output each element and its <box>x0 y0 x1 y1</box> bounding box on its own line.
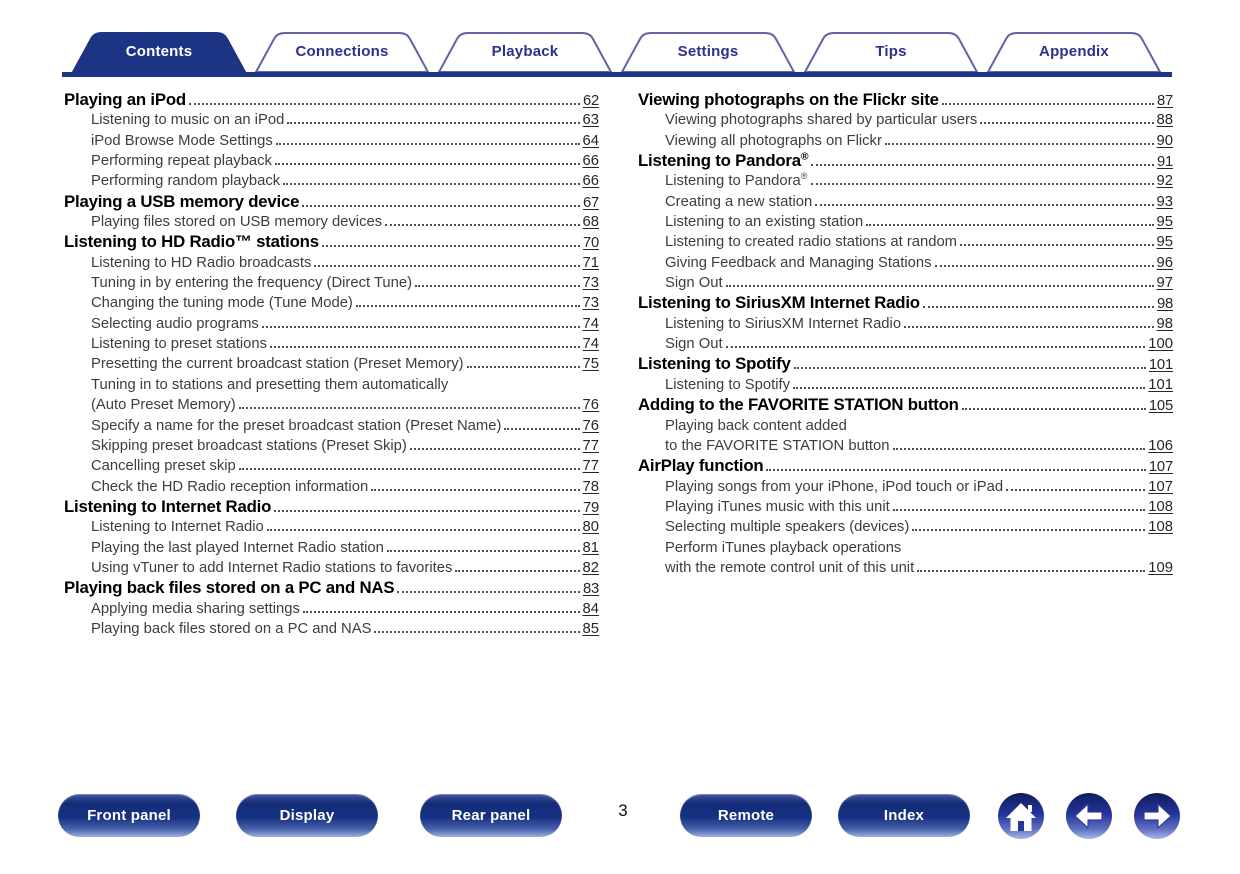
toc-entry <box>64 151 599 171</box>
toc-entry <box>638 192 1173 212</box>
toc-entry-label: Selecting multiple speakers (devices) <box>665 519 910 536</box>
home-button[interactable] <box>998 793 1044 839</box>
dotted-leader <box>726 346 1146 348</box>
toc-entry <box>64 517 599 537</box>
button-label: Display <box>279 807 335 824</box>
toc-entry-label: Viewing photographs on the Flickr site <box>638 90 939 109</box>
dotted-leader <box>885 143 1154 145</box>
toc-entry-label: Listening to Internet Radio <box>64 496 272 516</box>
toc-entry <box>64 558 599 578</box>
page-link[interactable]: 75 <box>582 356 599 373</box>
page-link[interactable]: 62 <box>582 93 599 109</box>
rear-panel-button[interactable] <box>420 794 562 837</box>
page-link[interactable]: 85 <box>582 620 599 637</box>
toc-entry-label: to the FAVORITE STATION button <box>665 437 890 454</box>
dotted-leader <box>385 224 579 226</box>
tab-bar <box>0 32 1240 77</box>
toc-entry <box>64 619 599 639</box>
toc-entry-label: Playing iTunes music with this unit <box>665 498 890 515</box>
page-link[interactable]: 88 <box>1156 112 1173 129</box>
toc-heading <box>64 192 599 212</box>
page-link[interactable]: 74 <box>582 315 599 332</box>
page-link[interactable]: 96 <box>1156 254 1173 271</box>
registered-mark: ® <box>800 171 808 182</box>
toc-entry <box>64 110 599 130</box>
page-link[interactable]: 66 <box>582 153 599 170</box>
toc-heading <box>638 456 1173 476</box>
tab-label: Settings <box>677 42 739 60</box>
page-link[interactable]: 81 <box>582 539 599 556</box>
toc-entry <box>64 395 599 415</box>
page-link[interactable]: 70 <box>582 235 599 252</box>
toc-entry-label: Selecting audio programs <box>91 315 259 332</box>
page-link[interactable]: 93 <box>1156 193 1173 210</box>
toc-entry-label: Playing a USB memory device <box>64 191 300 211</box>
dotted-leader <box>302 205 580 207</box>
dotted-leader <box>397 591 580 593</box>
dotted-leader <box>410 448 580 450</box>
toc-entry-label: Perform iTunes playback operations <box>665 539 902 556</box>
dotted-leader <box>287 122 579 124</box>
page-link[interactable]: 98 <box>1156 315 1173 332</box>
toc-entry-label: Presetting the current broadcast station (Preset Memory) <box>91 356 464 373</box>
toc-entry-label: Using vTuner to add Internet Radio stations to favorites <box>91 559 453 576</box>
page-link[interactable]: 83 <box>582 581 599 598</box>
dotted-leader <box>239 407 580 409</box>
toc-entry-label: Listening to Pandora® <box>638 151 809 171</box>
toc-entry-label: Listening to HD Radio broadcasts <box>91 254 312 271</box>
dotted-leader <box>917 570 1145 572</box>
footer-nav <box>0 793 1240 841</box>
page-link[interactable]: 74 <box>582 336 599 353</box>
tab-playback[interactable] <box>437 32 613 72</box>
tab-contents[interactable] <box>71 32 247 72</box>
page-link[interactable]: 109 <box>1148 559 1173 576</box>
tab-label: Tips <box>875 42 907 60</box>
toc-heading <box>638 90 1173 110</box>
toc-entry-label: Check the HD Radio reception information <box>91 478 369 495</box>
toc-entry-label: Listening to HD Radio™ stations <box>64 232 319 252</box>
toc-entry-label: Listening to Spotify <box>638 354 791 374</box>
dotted-leader <box>374 631 579 633</box>
dotted-leader <box>283 183 579 185</box>
dotted-leader <box>387 550 580 552</box>
page-link[interactable]: 67 <box>582 194 599 211</box>
button-label: Front panel <box>87 807 171 824</box>
toc-entry <box>638 232 1173 252</box>
toc-entry <box>638 334 1173 354</box>
dotted-leader <box>267 529 580 531</box>
toc-heading <box>64 497 599 517</box>
toc-heading <box>64 90 599 110</box>
toc-entry <box>638 477 1173 497</box>
dotted-leader <box>815 204 1153 206</box>
page-link[interactable]: 82 <box>582 559 599 576</box>
toc-entry <box>638 436 1173 456</box>
dotted-leader <box>314 265 579 267</box>
toc-entry <box>638 517 1173 537</box>
toc-column-left <box>64 90 599 639</box>
dotted-leader <box>504 428 579 430</box>
toc-entry-label: Listening to created radio stations at random <box>665 234 958 251</box>
toc-entry-label: Listening to SiriusXM Internet Radio <box>665 315 902 332</box>
page-link[interactable]: 92 <box>1156 173 1173 190</box>
toc-entry-label: Performing random playback <box>91 173 281 190</box>
dotted-leader <box>303 611 580 613</box>
toc-entry <box>64 538 599 558</box>
toc-heading <box>64 232 599 252</box>
page-link[interactable]: 64 <box>582 132 599 149</box>
toc-entry <box>64 354 599 374</box>
dotted-leader <box>1006 489 1145 491</box>
toc-entry-label: Adding to the FAVORITE STATION button <box>638 395 959 415</box>
tab-tips[interactable] <box>803 32 979 72</box>
tab-settings[interactable] <box>620 32 796 72</box>
toc-entry <box>64 436 599 456</box>
dotted-leader <box>467 366 580 368</box>
toc-entry <box>64 314 599 334</box>
table-of-contents <box>64 90 1173 639</box>
remote-button[interactable] <box>680 794 812 837</box>
dotted-leader <box>893 509 1146 511</box>
page-link[interactable]: 73 <box>582 295 599 312</box>
toc-entry-label: Sign Out <box>665 275 723 292</box>
toc-entry-label: iPod Browse Mode Settings <box>91 132 273 149</box>
toc-entry-label: (Auto Preset Memory) <box>91 397 236 414</box>
tab-underline-bar <box>62 72 1172 77</box>
dotted-leader <box>356 305 580 307</box>
dotted-leader <box>766 469 1145 471</box>
dotted-leader <box>455 570 579 572</box>
dotted-leader <box>270 346 580 348</box>
toc-entry <box>638 212 1173 232</box>
dotted-leader <box>912 529 1145 531</box>
toc-entry-label: Tuning in to stations and presetting them automatically <box>91 376 449 393</box>
page-link[interactable]: 98 <box>1156 296 1173 313</box>
toc-entry-label: Specify a name for the preset broadcast station (Preset Name) <box>91 417 502 434</box>
page-link[interactable]: 68 <box>582 214 599 231</box>
toc-entry <box>64 456 599 476</box>
toc-entry <box>64 273 599 293</box>
tab-label: Playback <box>491 42 559 60</box>
toc-entry <box>64 253 599 273</box>
page-link[interactable]: 100 <box>1148 336 1173 353</box>
page-link[interactable]: 95 <box>1156 214 1173 231</box>
dotted-leader <box>794 367 1146 369</box>
dotted-leader <box>893 448 1146 450</box>
page-link[interactable]: 77 <box>582 437 599 454</box>
toc-entry-label: Playing the last played Internet Radio station <box>91 539 384 556</box>
dotted-leader <box>371 489 579 491</box>
dotted-leader <box>189 103 580 105</box>
page-link[interactable]: 101 <box>1148 376 1173 393</box>
toc-entry <box>64 293 599 313</box>
toc-entry <box>638 131 1173 151</box>
toc-entry-label: Listening to Internet Radio <box>91 519 264 536</box>
dotted-leader <box>274 510 580 512</box>
toc-entry-label: Giving Feedback and Managing Stations <box>665 254 932 271</box>
front-panel-button[interactable] <box>58 794 200 837</box>
toc-entry-label: Playing back files stored on a PC and NAS <box>64 578 395 598</box>
toc-entry <box>638 416 1173 436</box>
page-number: 3 <box>618 801 628 820</box>
tab-connections[interactable] <box>254 32 430 72</box>
toc-entry <box>64 477 599 497</box>
toc-entry-label: Changing the tuning mode (Tune Mode) <box>91 295 353 312</box>
page-link[interactable]: 108 <box>1148 498 1173 515</box>
page-link[interactable]: 108 <box>1148 519 1173 536</box>
page-link[interactable]: 76 <box>582 417 599 434</box>
page-link[interactable]: 78 <box>582 478 599 495</box>
page-link[interactable]: 101 <box>1148 357 1173 374</box>
tab-label: Appendix <box>1039 42 1109 60</box>
toc-entry-label: Applying media sharing settings <box>91 600 300 617</box>
page-link[interactable]: 76 <box>582 397 599 414</box>
dotted-leader <box>942 103 1154 105</box>
toc-entry-label: Playing back content added <box>665 417 847 434</box>
button-label: Remote <box>717 807 775 824</box>
tab-label: Contents <box>125 42 193 60</box>
toc-entry <box>638 538 1173 558</box>
dotted-leader <box>793 387 1145 389</box>
toc-entry-label: Playing back files stored on a PC and NAS <box>91 620 372 637</box>
toc-entry-label: Listening to SiriusXM Internet Radio <box>638 293 920 313</box>
dotted-leader <box>811 164 1154 166</box>
toc-entry-label: Listening to music on an iPod <box>91 112 285 129</box>
dotted-leader <box>276 143 580 145</box>
home-icon <box>998 793 1044 839</box>
toc-entry <box>638 171 1173 191</box>
page-link[interactable]: 105 <box>1148 398 1173 415</box>
dotted-leader <box>239 468 580 470</box>
toc-entry-label: Skipping preset broadcast stations (Preset Skip) <box>91 437 407 454</box>
toc-entry <box>638 253 1173 273</box>
tab-strip <box>71 32 1240 72</box>
toc-entry <box>638 375 1173 395</box>
dotted-leader <box>923 306 1154 308</box>
toc-entry <box>638 558 1173 578</box>
toc-entry <box>64 131 599 151</box>
page-link[interactable]: 107 <box>1148 478 1173 495</box>
arrow-left-button[interactable] <box>1066 793 1112 839</box>
dotted-leader <box>322 245 580 247</box>
index-button[interactable] <box>838 794 970 837</box>
toc-entry-label: Listening to an existing station <box>665 214 864 231</box>
toc-entry-label: Playing an iPod <box>64 90 186 109</box>
toc-entry-label: Listening to Pandora® <box>665 171 808 190</box>
dotted-leader <box>726 285 1154 287</box>
toc-heading <box>64 578 599 598</box>
page-link[interactable]: 73 <box>582 275 599 292</box>
toc-heading <box>638 293 1173 313</box>
dotted-leader <box>262 326 580 328</box>
page-link[interactable]: 80 <box>582 519 599 536</box>
page-link[interactable]: 77 <box>582 458 599 475</box>
toc-entry <box>64 375 599 395</box>
page-link[interactable]: 66 <box>582 173 599 190</box>
toc-entry <box>64 416 599 436</box>
toc-entry-label: Performing repeat playback <box>91 153 272 170</box>
dotted-leader <box>866 224 1153 226</box>
toc-entry <box>64 599 599 619</box>
dotted-leader <box>962 408 1146 410</box>
dotted-leader <box>980 122 1153 124</box>
toc-entry <box>64 212 599 232</box>
dotted-leader <box>811 183 1154 185</box>
page-link[interactable]: 90 <box>1156 132 1173 149</box>
toc-entry-label: Cancelling preset skip <box>91 458 236 475</box>
dotted-leader <box>935 265 1154 267</box>
tab-appendix[interactable] <box>986 32 1162 72</box>
toc-entry <box>64 334 599 354</box>
toc-entry-label: Tuning in by entering the frequency (Direct Tune) <box>91 275 413 292</box>
toc-entry-label: AirPlay function <box>638 456 764 476</box>
dotted-leader <box>415 285 579 287</box>
toc-entry-label: Playing files stored on USB memory devices <box>91 214 383 231</box>
toc-entry-label: with the remote control unit of this unit <box>665 559 915 576</box>
button-label: Index <box>883 807 925 824</box>
toc-entry <box>64 171 599 191</box>
toc-entry-label: Viewing all photographs on Flickr <box>665 132 882 149</box>
page-link[interactable]: 63 <box>582 112 599 129</box>
toc-heading <box>638 354 1173 374</box>
page-link[interactable]: 95 <box>1156 234 1173 251</box>
page-link[interactable]: 107 <box>1148 459 1173 476</box>
page-link[interactable]: 91 <box>1156 154 1173 171</box>
page-link[interactable]: 71 <box>582 254 599 271</box>
toc-entry <box>638 110 1173 130</box>
toc-entry-label: Listening to Spotify <box>665 376 791 393</box>
toc-entry-label: Listening to preset stations <box>91 336 268 353</box>
toc-entry-label: Viewing photographs shared by particular users <box>665 112 978 129</box>
page-link[interactable]: 106 <box>1148 437 1173 454</box>
toc-entry-label: Creating a new station <box>665 193 813 210</box>
arrow-left-icon <box>1066 793 1112 839</box>
toc-entry-label: Playing songs from your iPhone, iPod touch or iPad <box>665 478 1004 495</box>
dotted-leader <box>960 244 1154 246</box>
page-link[interactable]: 97 <box>1156 275 1173 292</box>
registered-mark: ® <box>800 151 809 163</box>
arrow-right-icon <box>1134 793 1180 839</box>
toc-entry-label: Sign Out <box>665 336 723 353</box>
page-link[interactable]: 87 <box>1156 93 1173 109</box>
tab-label: Connections <box>295 42 389 60</box>
button-label: Rear panel <box>451 807 531 824</box>
toc-heading <box>638 395 1173 415</box>
toc-entry <box>638 497 1173 517</box>
dotted-leader <box>275 163 580 165</box>
page-link[interactable]: 84 <box>582 600 599 617</box>
page-link[interactable]: 79 <box>582 499 599 516</box>
arrow-right-button[interactable] <box>1134 793 1180 839</box>
display-button[interactable] <box>236 794 378 837</box>
toc-entry <box>638 273 1173 293</box>
toc-column-right <box>638 90 1173 639</box>
dotted-leader <box>904 326 1153 328</box>
toc-heading <box>638 151 1173 171</box>
toc-entry <box>638 314 1173 334</box>
